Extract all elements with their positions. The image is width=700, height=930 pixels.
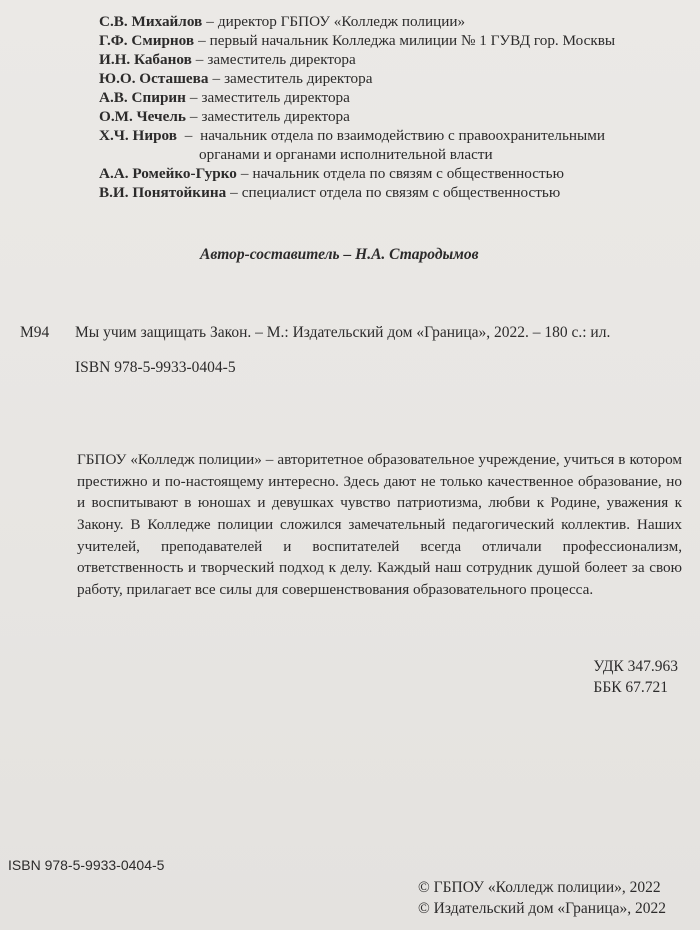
annotation-text: ГБПОУ «Колледж полиции» – авторитетное образовательное учреждение, учиться в котором престижно и по-настоящему интересно. Здесь дают не только качественное образование, но и воспитывают в юношах и девушках чувство патриотизма, любви к Родине, уважения к Закону. В Колледже полиции сложился замечательный педагогический коллектив. Наших учителей, преподавателей и воспитателей всегда отличали профессионализм, ответственность и творческий подход к делу. Каждый наш сотрудник душой болеет за свою работу, прилагает все силы для совершенствования образовательного процесса. xyxy=(77,451,682,598)
credit-separator: – xyxy=(189,89,198,106)
credit-separator: – xyxy=(206,13,214,30)
credit-name: Г.Ф. Смирнов xyxy=(99,32,195,49)
credit-role: начальник отдела по взаимодействию с правоохранительными xyxy=(200,127,606,144)
credit-separator: – xyxy=(195,51,204,68)
credit-separator: – xyxy=(184,127,193,144)
credit-name: А.А. Ромейко-Гурко xyxy=(99,165,237,182)
credit-separator: – xyxy=(189,108,198,125)
credit-role: директор ГБПОУ «Колледж полиции» xyxy=(217,13,466,30)
copyright-block xyxy=(418,877,666,919)
credit-row xyxy=(99,50,689,69)
credit-row xyxy=(99,88,689,107)
credit-name: С.В. Михайлов xyxy=(99,13,203,30)
copyright-line: © Издательский дом «Граница», 2022 xyxy=(418,900,667,917)
credit-role-continuation: органами и органами исполнительной власти xyxy=(199,146,493,163)
credit-row xyxy=(99,107,689,126)
credit-role: заместитель директора xyxy=(201,89,350,106)
author-mark: М94 xyxy=(20,324,50,341)
credits-list xyxy=(99,12,689,202)
bibliographic-isbn: ISBN 978-5-9933-0404-5 xyxy=(75,359,236,376)
credit-role: заместитель директора xyxy=(207,51,356,68)
credit-role: заместитель директора xyxy=(224,70,373,87)
bibliographic-title: Мы учим защищать Закон. – М.: Издательский дом «Граница», 2022. – 180 с.: ил. xyxy=(75,324,611,341)
credit-role: специалист отдела по связям с общественностью xyxy=(241,184,561,201)
credit-name: В.И. Понятойкина xyxy=(99,184,227,201)
credit-row xyxy=(99,126,689,164)
credit-separator: – xyxy=(212,70,221,87)
copyright-line: © ГБПОУ «Колледж полиции», 2022 xyxy=(418,879,661,896)
credit-name: И.Н. Кабанов xyxy=(99,51,192,68)
credit-row xyxy=(99,164,689,183)
udk-code: УДК 347.963 xyxy=(593,658,678,675)
credit-row xyxy=(99,183,689,202)
credit-separator: – xyxy=(230,184,238,201)
credit-name: О.М. Чечель xyxy=(99,108,186,125)
credit-row xyxy=(99,12,689,31)
bbk-code: ББК 67.721 xyxy=(593,679,669,696)
credit-separator: – xyxy=(198,32,206,49)
credit-row xyxy=(99,31,689,50)
credit-role: начальник отдела по связям с общественностью xyxy=(252,165,564,182)
credit-role: первый начальник Колледжа милиции № 1 ГУВД гор. Москвы xyxy=(209,32,616,49)
credit-row xyxy=(99,69,689,88)
credit-role: заместитель директора xyxy=(201,108,350,125)
isbn-footer: ISBN 978-5-9933-0404-5 xyxy=(8,857,165,873)
classification-codes xyxy=(593,656,678,698)
credit-name: А.В. Спирин xyxy=(99,89,186,106)
credit-name: Х.Ч. Ниров xyxy=(99,127,177,144)
credit-separator: – xyxy=(240,165,249,182)
credit-name: Ю.О. Осташева xyxy=(99,70,209,87)
author-compiler: Автор-составитель – Н.А. Стародымов xyxy=(200,246,479,263)
